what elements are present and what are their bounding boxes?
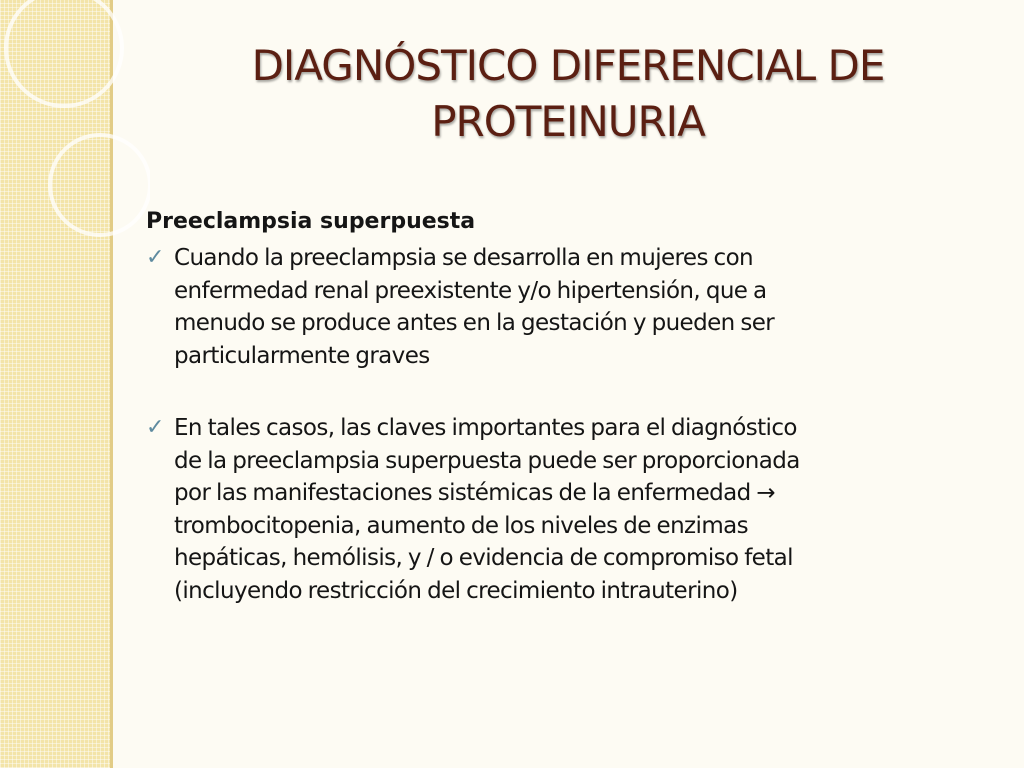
- checkmark-icon: ✓: [146, 415, 164, 440]
- bullet-item: [146, 412, 1006, 607]
- checkmark-icon: ✓: [146, 245, 164, 270]
- bullet-line: enfermedad renal preexistente y/o hipertensión, que a: [174, 277, 767, 304]
- title-line-2: PROTEINURIA: [431, 97, 705, 146]
- bullet-line: Cuando la preeclampsia se desarrolla en mujeres con: [174, 245, 754, 271]
- bullet-line: particularmente graves: [174, 342, 430, 369]
- bullet-line: En tales casos, las claves importantes para el diagnóstico: [174, 415, 797, 441]
- bullet-line: de la preeclampsia superpuesta puede ser proporcionada: [174, 447, 800, 474]
- bullet-line: trombocitopenia, aumento de los niveles de enzimas: [174, 512, 748, 539]
- bullet-line: hepáticas, hemólisis, y / o evidencia de compromiso fetal: [174, 545, 793, 571]
- title-line-1: DIAGNÓSTICO DIFERENCIAL DE: [251, 41, 885, 90]
- bullet-line: por las manifestaciones sistémicas de la enfermedad →: [174, 480, 776, 506]
- bullet-line: menudo se produce antes en la gestación y pueden ser: [174, 310, 775, 336]
- bullet-line: (incluyendo restricción del crecimiento intrauterino): [174, 577, 738, 604]
- slide-content: [146, 206, 1006, 607]
- bullet-item: [146, 242, 1006, 372]
- section-subtitle: Preeclampsia superpuesta: [146, 209, 476, 234]
- slide-title: [112, 38, 1024, 150]
